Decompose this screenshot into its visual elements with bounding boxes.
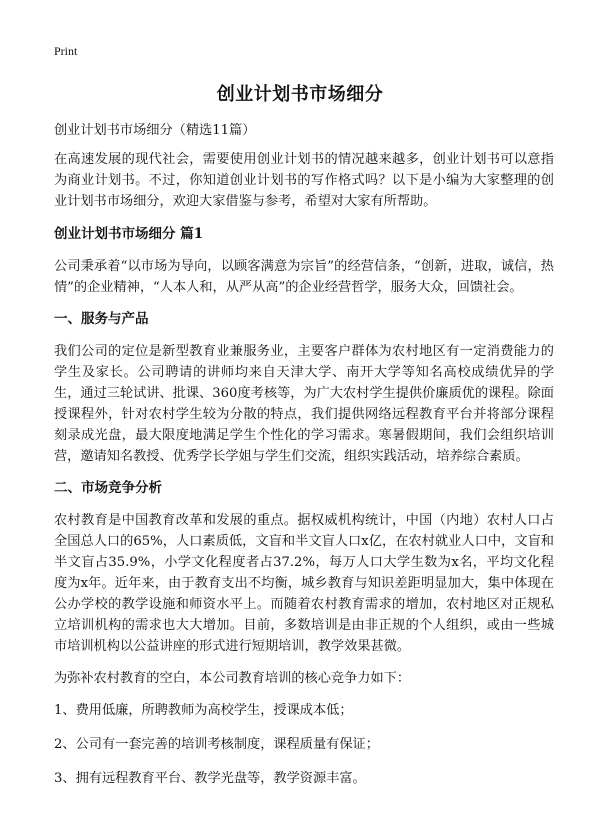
section-heading-market: 二、市场竞争分析: [54, 480, 162, 496]
service-paragraph: 我们公司的定位是新型教育业兼服务业，主要客户群体为农村地区有一定消费能力的学生及家长。公司聘请的讲师均来自天津大学、南开大学等知名高校成绩优异的学生，通过三轮试讲、批课、360度考核等，为广大农村学生提供价廉质优的课程。除面授课程外，针对农村学生较为分散的特点，我们提供网络远程教育平台并将部分课程刻录成光盘，最大限度地满足学生个性化的学习需求。寒暑假期间，我们会组织培训营，邀请知名教授、优秀学长学姐与学生们交流，组织实践活动，培养综合素质。: [54, 344, 554, 464]
company-paragraph: 公司秉承着“以市场为导向，以顾客满意为宗旨”的经营信条，“创新，进取，诚信，热情”的企业精神，“人本人和，从严从高”的企业经营哲学，服务大众，回馈社会。: [54, 259, 554, 295]
document-title: 创业计划书市场细分: [216, 84, 384, 105]
competitiveness-intro: 为弥补农村教育的空白，本公司教育培训的核心竞争力如下：: [54, 671, 411, 686]
section-heading-service: 一、服务与产品: [54, 311, 149, 327]
market-paragraph: 农村教育是中国教育改革和发展的重点。据权威机构统计，中国（内地）农村人口占全国总人口的65%，人口素质低，文盲和半文盲人口x亿，在农村就业人口中，文盲和半文盲占35.9%，小学文化程度者占37.2%，每万人口大学生数为x名，平均文化程度为x年。近年来，由于教育支出不均衡，城乡教育与知识差距明显加大，集中体现在公办学校的教学设施和师资水平上。而随着农村教育需求的增加，农村地区对正规私立培训机构的需求也大大增加。目前，多数培训是由非正规的个人组织，或由一些城市培训机构以公益讲座的形式进行短期培训，教学效果甚微。: [54, 513, 554, 654]
document-subtitle: 创业计划书市场细分（精选11篇）: [54, 123, 256, 138]
print-link[interactable]: Print: [54, 44, 78, 58]
list-item: 1、费用低廉，所聘教师为高校学生，授课成本低；: [54, 703, 353, 718]
document-body: [54, 120, 554, 802]
list-item: 3、拥有远程教育平台、教学光盘等，教学资源丰富。: [54, 771, 366, 786]
intro-paragraph: 在高速发展的现代社会，需要使用创业计划书的情况越来越多，创业计划书可以意指为商业计划书。不过，你知道创业计划书的写作格式吗？以下是小编为大家整理的创业计划书市场细分，欢迎大家借鉴与参考，希望对大家有所帮助。: [54, 152, 554, 209]
list-item: 2、公司有一套完善的培训考核制度，课程质量有保证；: [54, 737, 379, 752]
article-heading: 创业计划书市场细分 篇1: [54, 226, 204, 242]
